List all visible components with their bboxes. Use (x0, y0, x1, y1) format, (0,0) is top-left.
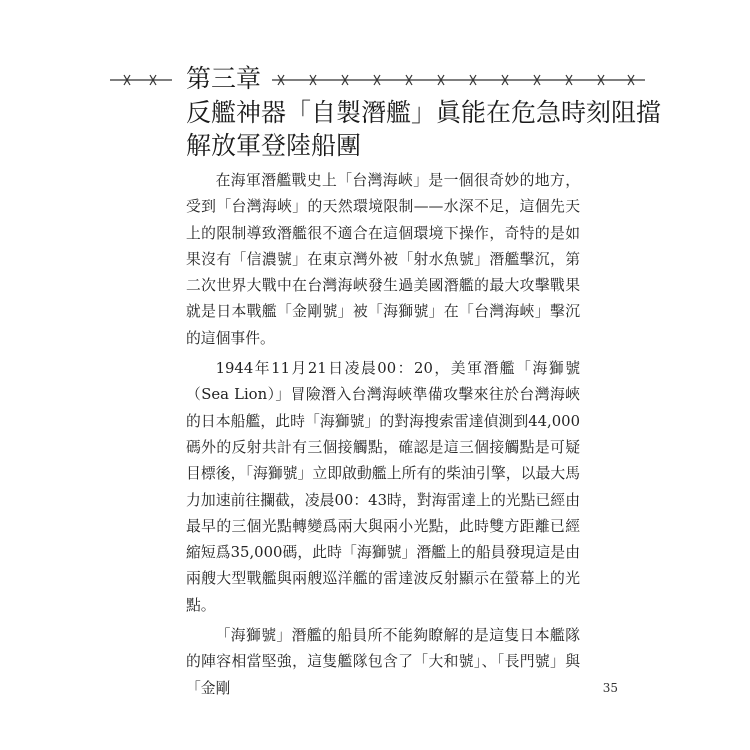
chapter-label: 第三章 (186, 64, 262, 93)
chapter-title-line-1: 反艦神器「自製潛艦」眞能在危急時刻阻擋 (186, 98, 662, 127)
chapter-header (110, 62, 645, 96)
paragraph: 在海軍潛艦戰史上「台灣海峽」是一個很奇妙的地方，受到「台灣海峽」的天然環境限制——水深不足，這個先天上的限制導致潛艦很不適合在這個環境下操作，奇特的是如果沒有「信濃號」在東京灣外被「射水魚號」潛艦擊沉，第二次世界大戰中在台灣海峽發生過美國潛艦的最大攻擊戰果就是日本戰艦「金剛號」被「海獅號」在「台灣海峽」擊沉的這個事件。 (186, 172, 580, 347)
barbed-wire-right-ornament (272, 72, 645, 88)
chapter-title (186, 96, 662, 162)
chapter-title-line-2: 解放軍登陸船團 (186, 131, 362, 160)
paragraph: 1944年11月21日凌晨00：20，美軍潛艦「海獅號（Sea Lion）」冒險潛入台灣海峽準備攻擊來往於台灣海峽的日本船艦，此時「海獅號」的對海搜索雷達偵測到44,000碼外的反射共計有三個接觸點，確認是這三個接觸點是可疑目標後，「海獅號」立即啟動艦上所有的柴油引擎，以最大馬力加速前往攔截，凌晨00：43時，對海雷達上的光點已經由最早的三個光點轉變爲兩大與兩小光點，此時雙方距離已經縮短爲35,000碼，此時「海獅號」潛艦上的船員發現這是由兩艘大型戰艦與兩艘巡洋艦的雷達波反射顯示在螢幕上的光點。 (186, 360, 580, 614)
paragraph: 「海獅號」潛艦的船員所不能夠瞭解的是這隻日本艦隊的陣容相當堅強，這隻艦隊包含了「大和號」、「長門號」與「金剛 (186, 627, 580, 697)
barbed-wire-left-ornament (110, 72, 172, 88)
page-number: 35 (602, 681, 618, 695)
body-text (186, 168, 580, 706)
